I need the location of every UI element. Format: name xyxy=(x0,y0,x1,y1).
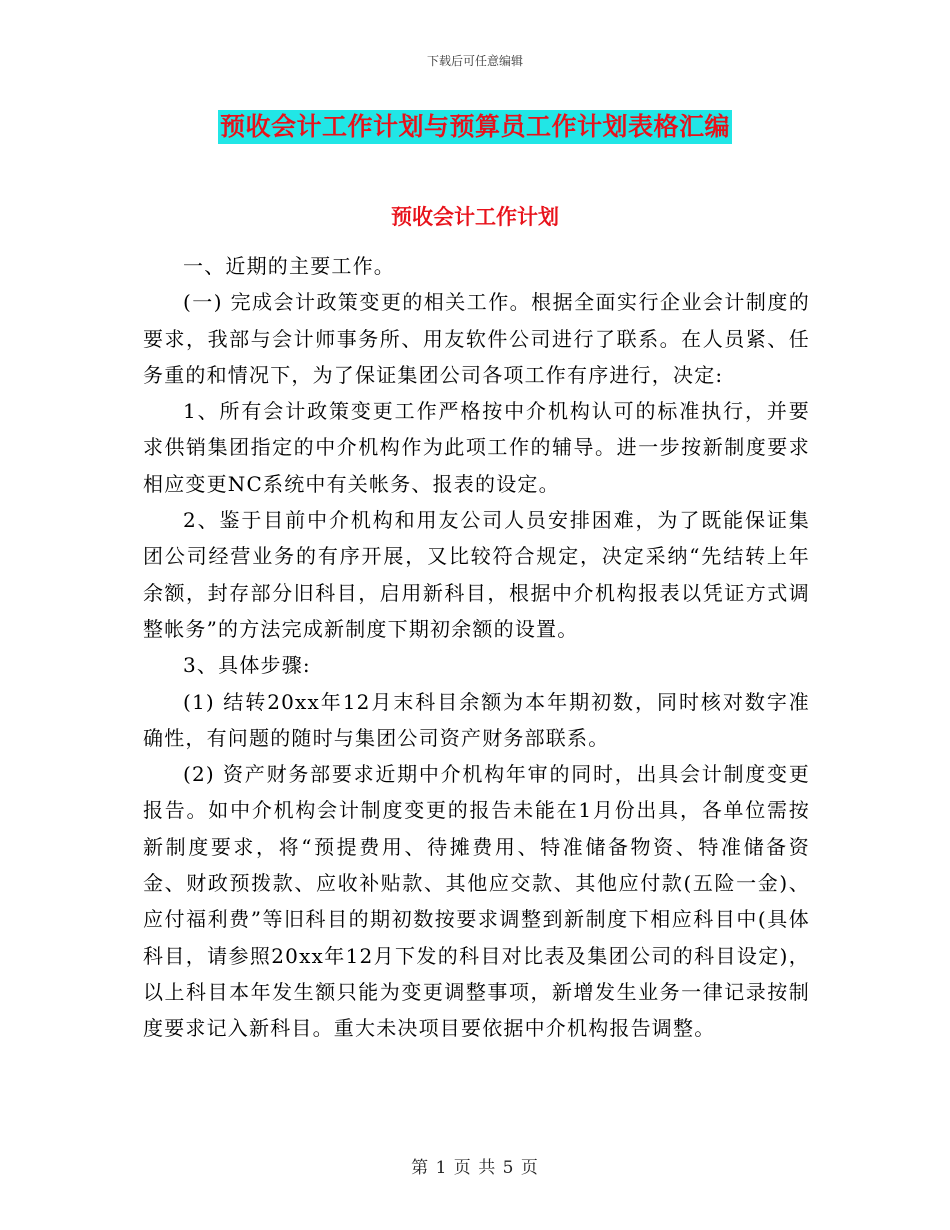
paragraph-step-1: (1) 结转20xx年12月末科目余额为本年期初数，同时核对数字准确性，有问题的随时与集团公司资产财务部联系。 xyxy=(143,689,810,750)
paragraph-item-1: 1、所有会计政策变更工作严格按中介机构认可的标准执行，并要求供销集团指定的中介机构作为此项工作的辅导。进一步按新制度要求相应变更NC系统中有关帐务、报表的设定。 xyxy=(143,399,810,496)
paragraph-item-2: 2、鉴于目前中介机构和用友公司人员安排困难，为了既能保证集团公司经营业务的有序开展，又比较符合规定，决定采纳“先结转上年余额，封存部分旧科目，启用新科目，根据中介机构报表以凭证方式调整帐务”的方法完成新制度下期初余额的设置。 xyxy=(143,508,810,641)
body-text xyxy=(143,248,810,1047)
page-number-footer: 第 1 页 共 5 页 xyxy=(411,1158,539,1178)
document-title-container xyxy=(0,110,950,144)
document-title: 预收会计工作计划与预算员工作计划表格汇编 xyxy=(218,110,732,144)
paragraph-policy-change: (一) 完成会计政策变更的相关工作。根据全面实行企业会计制度的要求，我部与会计师事务所、用友软件公司进行了联系。在人员紧、任务重的和情况下，为了保证集团公司各项工作有序进行，决定: xyxy=(143,290,810,387)
header-note: 下载后可任意编辑 xyxy=(426,54,523,68)
paragraph-heading-recent-work: 一、近期的主要工作。 xyxy=(183,254,395,278)
section-title: 预收会计工作计划 xyxy=(391,204,559,229)
paragraph-item-3: 3、具体步骤: xyxy=(183,653,311,678)
paragraph-step-2: (2) 资产财务部要求近期中介机构年审的同时，出具会计制度变更报告。如中介机构会计制度变更的报告未能在1月份出具，各单位需按新制度要求，将“预提费用、待摊费用、特准储备物资、特准储备资金、财政预拨款、应收补贴款、其他应交款、其他应付款(五险一金)、应付福利费”等旧科目的期初数按要求调整到新制度下相应科目中(具体科目，请参照20xx年12月下发的科目对比表及集团公司的科目设定)，以上科目本年发生额只能为变更调整事项，新增发生业务一律记录按制度要求记入新科目。重大未决项目要依据中介机构报告调整。 xyxy=(143,762,810,1041)
